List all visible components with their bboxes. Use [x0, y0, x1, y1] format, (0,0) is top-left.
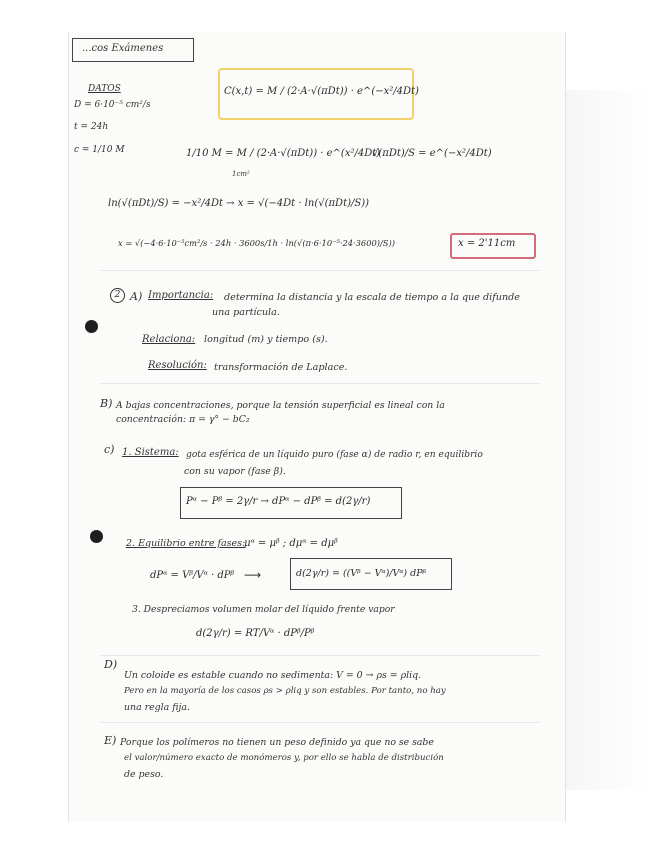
part-d-text-1: Un coloide es estable cuando no sedimenta: V = 0 → ρs = ρliq. [124, 670, 422, 681]
part-c-label: c) [104, 443, 115, 456]
question-number: 2 [110, 288, 125, 303]
binder-hole-2 [90, 530, 103, 543]
despreciamos-eq: d(2γ/r) = RT/Vᵅ · dPᵝ/Pᵝ [196, 628, 315, 639]
importancia-text-1: determina la distancia y la escala de tiempo a la que difunde [224, 292, 520, 303]
part-e-text-3: de peso. [124, 769, 164, 780]
part-e-text-2: el valor/número exacto de monómeros y, por ello se habla de distribución [124, 753, 444, 763]
main-equation: C(x,t) = M / (2·A·√(πDt)) · e^(−x²/4Dt) [224, 86, 419, 97]
sistema-text-1: gota esférica de un líquido puro (fase α) de radio r, en equilibrio [186, 450, 483, 460]
sistema-equation: Pᵅ − Pᵝ = 2γ/r → dPᵅ − dPᵝ = d(2γ/r) [186, 496, 371, 507]
ruled-line [100, 383, 540, 384]
sistema-text-2: con su vapor (fase β). [184, 466, 286, 477]
resolucion-text: transformación de Laplace. [214, 362, 348, 373]
equation-step-3: x = √(−4·6·10⁻⁵cm²/s · 24h · 3600s/1h · ln(√(π·6·10⁻⁵·24·3600)/S)) [118, 238, 395, 248]
equilibrio-key: 2. Equilibrio entre fases: [126, 538, 246, 549]
equilibrio-eq-1: dPᵅ = Vᵝ/Vᵅ · dPᵝ [150, 570, 235, 581]
ruled-line [100, 270, 540, 271]
datos-d: D = 6·10⁻⁵ cm²/s [74, 100, 151, 110]
equation-step-1-left: 1/10 M = M / (2·A·√(πDt)) · e^(x²/4Dt) [186, 148, 381, 159]
part-b-text-1: A bajas concentraciones, porque la tensión superficial es lineal con la [116, 400, 445, 411]
part-d-text-2: Pero en la mayoría de los casos ρs > ρliq y son estables. Por tanto, no hay [124, 686, 446, 696]
part-d-label: D) [104, 658, 118, 671]
importancia-key: Importancia: [148, 290, 214, 301]
arrow-icon: ⟶ [244, 568, 262, 582]
page-title: ...cos Exámenes [82, 43, 164, 54]
relaciona-text: longitud (m) y tiempo (s). [204, 334, 328, 345]
equation-step-1-right: √(πDt)/S = e^(−x²/4Dt) [372, 148, 492, 159]
result-value: x = 2'11cm [458, 238, 516, 249]
part-b-label: B) [100, 397, 113, 410]
datos-t: t = 24h [74, 122, 109, 132]
part-e-text-1: Porque los polímeros no tienen un peso definido ya que no se sabe [120, 737, 434, 748]
equation-step-2: ln(√(πDt)/S) = −x²/4Dt → x = √(−4Dt · ln(√(πDt)/S)) [108, 198, 370, 209]
datos-c: c = 1/10 M [74, 145, 125, 155]
resolucion-key: Resolución: [148, 360, 207, 371]
relaciona-key: Relaciona: [142, 334, 196, 345]
equilibrio-text: μᵅ = μᵝ ; dμᵅ = dμᵝ [244, 538, 338, 549]
equilibrio-eq-2: d(2γ/r) = ((Vᵝ − Vᵅ)/Vᵅ) dPᵝ [296, 568, 427, 579]
next-page-shadow [560, 90, 650, 790]
part-d-text-3: una regla fija. [124, 702, 190, 713]
ruled-line [100, 655, 540, 656]
despreciamos-text: 3. Despreciamos volumen molar del líquido frente vapor [132, 604, 395, 615]
part-e-label: E) [104, 734, 117, 747]
binder-hole-1 [85, 320, 98, 333]
ruled-line [100, 722, 540, 723]
datos-label: DATOS [88, 84, 121, 94]
importancia-text-2: una partícula. [212, 307, 280, 318]
sistema-key: 1. Sistema: [122, 447, 179, 458]
equation-step-1-sub: 1cm² [232, 170, 250, 178]
part-a-label: A) [130, 290, 143, 303]
part-b-text-2: concentración: π = γ° − bC₂ [116, 414, 250, 425]
